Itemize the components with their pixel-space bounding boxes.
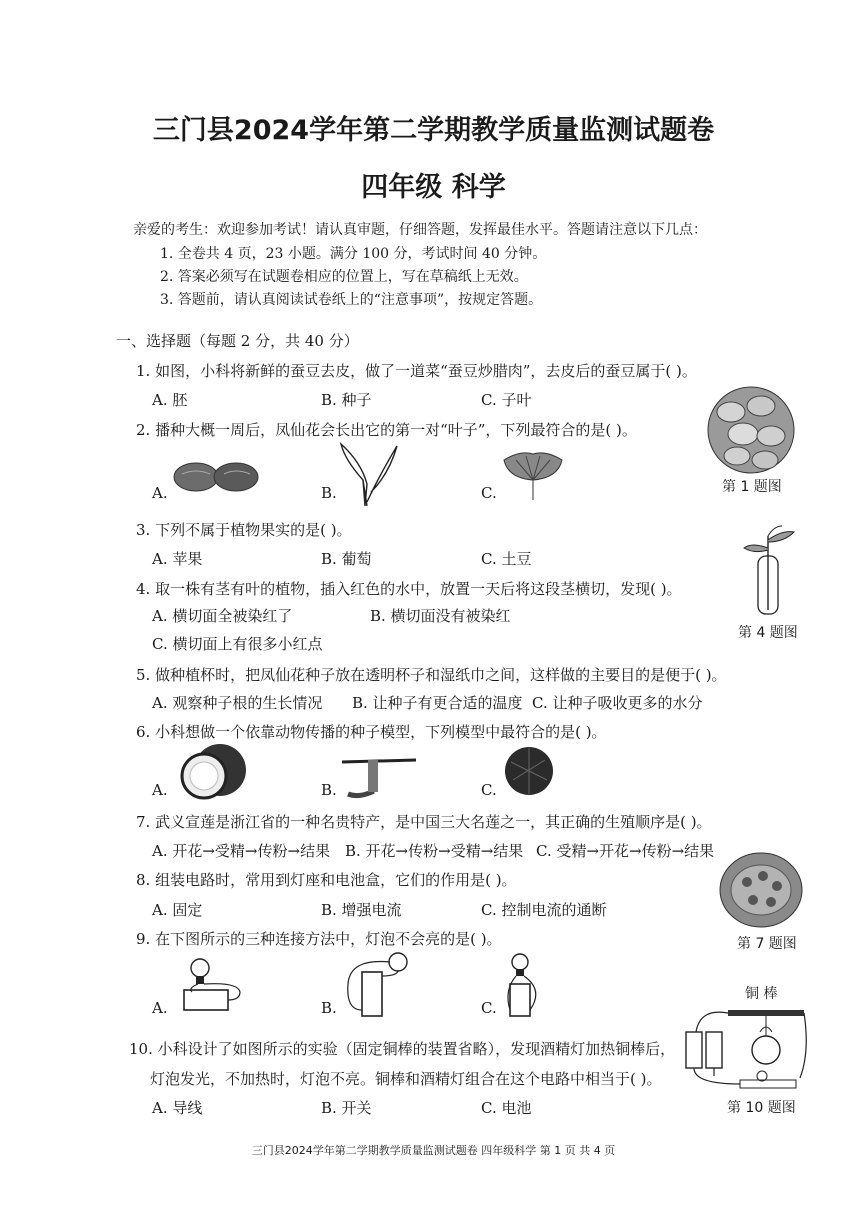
question-5-option-a[interactable]: A. 观察种子根的生长情况: [152, 694, 323, 712]
question-3-stem: 3. 下列不属于植物果实的是( )。: [136, 521, 352, 539]
circuit-c-image: [500, 950, 550, 1020]
circuit-b-image: [340, 950, 418, 1020]
question-6-option-a[interactable]: A.: [152, 781, 168, 799]
question-8-option-a[interactable]: A. 固定: [152, 901, 203, 919]
coconut-image: [176, 744, 248, 800]
section-title: 一、选择题（每题 2 分，共 40 分）: [116, 332, 359, 350]
question-3-option-c[interactable]: C. 土豆: [481, 550, 532, 568]
copper-rod-circuit-image: [680, 1002, 812, 1092]
question-9-option-a[interactable]: A.: [152, 999, 168, 1017]
figure-4-caption: 第 4 题图: [738, 625, 798, 641]
instruction-item-3: 3. 答题前，请认真阅读试卷纸上的“注意事项”，按规定答题。: [160, 292, 543, 308]
broad-beans-photo: [707, 386, 795, 474]
pointed-leaves-image: [335, 440, 405, 510]
question-9-option-b[interactable]: B.: [321, 999, 337, 1017]
question-7-option-a[interactable]: A. 开花→受精→传粉→结果: [152, 842, 331, 860]
question-3-option-a[interactable]: A. 苹果: [152, 550, 203, 568]
question-2-option-a[interactable]: A.: [152, 484, 168, 502]
question-4-stem: 4. 取一株有茎有叶的植物，插入红色的水中，放置一天后将这段茎横切，发现( )。: [136, 580, 682, 598]
question-10-stem-line-2: 灯泡发光，不加热时，灯泡不亮。铜棒和酒精灯组合在这个电路中相当于( )。: [150, 1070, 662, 1088]
question-5-stem: 5. 做种植杯时，把凤仙花种子放在透明杯子和湿纸巾之间，这样做的主要目的是便于( )。: [136, 666, 727, 684]
figure-7-caption: 第 7 题图: [737, 936, 797, 952]
question-1-option-b[interactable]: B. 种子: [321, 391, 372, 409]
page-footer: 三门县2024学年第二学期教学质量监测试题卷 四年级科学 第 1 页 共 4 页: [251, 1144, 616, 1157]
question-4-option-b[interactable]: B. 横切面没有被染红: [370, 607, 511, 625]
question-1-stem: 1. 如图，小科将新鲜的蚕豆去皮，做了一道菜“蚕豆炒腊肉”，去皮后的蚕豆属于( )。: [136, 362, 697, 380]
question-3-option-b[interactable]: B. 葡萄: [321, 550, 372, 568]
question-9-stem: 9. 在下图所示的三种连接方法中，灯泡不会亮的是( )。: [136, 930, 502, 948]
question-9-option-c[interactable]: C.: [481, 999, 497, 1017]
plant-in-red-water-image: [738, 526, 798, 618]
lotus-seed-pod-photo: [719, 852, 803, 928]
figure-1-caption: 第 1 题图: [722, 479, 782, 495]
question-4-option-c[interactable]: C. 横切面上有很多小红点: [152, 635, 323, 653]
burr-seed-image: [503, 744, 555, 798]
question-7-option-b[interactable]: B. 开花→传粉→受精→结果: [345, 842, 524, 860]
question-8-stem: 8. 组装电路时，常用到灯座和电池盒，它们的作用是( )。: [136, 871, 517, 889]
maple-key-seed-image: [338, 752, 420, 800]
figure-10-copper-rod-label: 铜 棒: [745, 986, 778, 1002]
instructions-intro: 亲爱的考生：欢迎参加考试！请认真审题，仔细答题，发挥最佳水平。答题请注意以下几点：: [133, 222, 707, 238]
question-6-stem: 6. 小科想做一个依靠动物传播的种子模型，下列模型中最符合的是( )。: [136, 723, 607, 741]
page-title: 三门县2024学年第二学期教学质量监测试题卷: [152, 115, 715, 146]
circuit-a-image: [178, 952, 248, 1016]
question-1-option-c[interactable]: C. 子叶: [481, 391, 532, 409]
question-4-option-a[interactable]: A. 横切面全被染红了: [152, 607, 293, 625]
question-6-option-b[interactable]: B.: [321, 781, 337, 799]
question-10-option-a[interactable]: A. 导线: [152, 1099, 203, 1117]
question-5-option-c[interactable]: C. 让种子吸收更多的水分: [532, 694, 703, 712]
ginkgo-leaf-image: [502, 448, 564, 504]
question-8-option-c[interactable]: C. 控制电流的通断: [481, 901, 607, 919]
question-6-option-c[interactable]: C.: [481, 781, 497, 799]
question-7-stem: 7. 武义宣莲是浙江省的一种名贵特产，是中国三大名莲之一，其正确的生殖顺序是( )。: [136, 813, 712, 831]
question-1-option-a[interactable]: A. 胚: [152, 391, 188, 409]
question-10-option-c[interactable]: C. 电池: [481, 1099, 532, 1117]
question-2-option-c[interactable]: C.: [481, 484, 497, 502]
question-8-option-b[interactable]: B. 增强电流: [321, 901, 402, 919]
question-10-option-b[interactable]: B. 开关: [321, 1099, 372, 1117]
question-7-option-c[interactable]: C. 受精→开花→传粉→结果: [536, 842, 715, 860]
page-subtitle: 四年级 科学: [361, 172, 506, 203]
instruction-item-1: 1. 全卷共 4 页，23 小题。满分 100 分，考试时间 40 分钟。: [160, 246, 547, 262]
cotyledon-pair-image: [172, 452, 262, 502]
question-5-option-b[interactable]: B. 让种子有更合适的温度: [352, 694, 523, 712]
question-2-option-b[interactable]: B.: [321, 484, 337, 502]
figure-10-caption: 第 10 题图: [727, 1100, 796, 1116]
instruction-item-2: 2. 答案必须写在试题卷相应的位置上，写在草稿纸上无效。: [160, 269, 528, 285]
question-10-stem-line-1: 10. 小科设计了如图所示的实验（固定铜棒的装置省略），发现酒精灯加热铜棒后，: [129, 1040, 676, 1058]
question-2-stem: 2. 播种大概一周后，凤仙花会长出它的第一对“叶子”，下列最符合的是( )。: [136, 421, 637, 439]
